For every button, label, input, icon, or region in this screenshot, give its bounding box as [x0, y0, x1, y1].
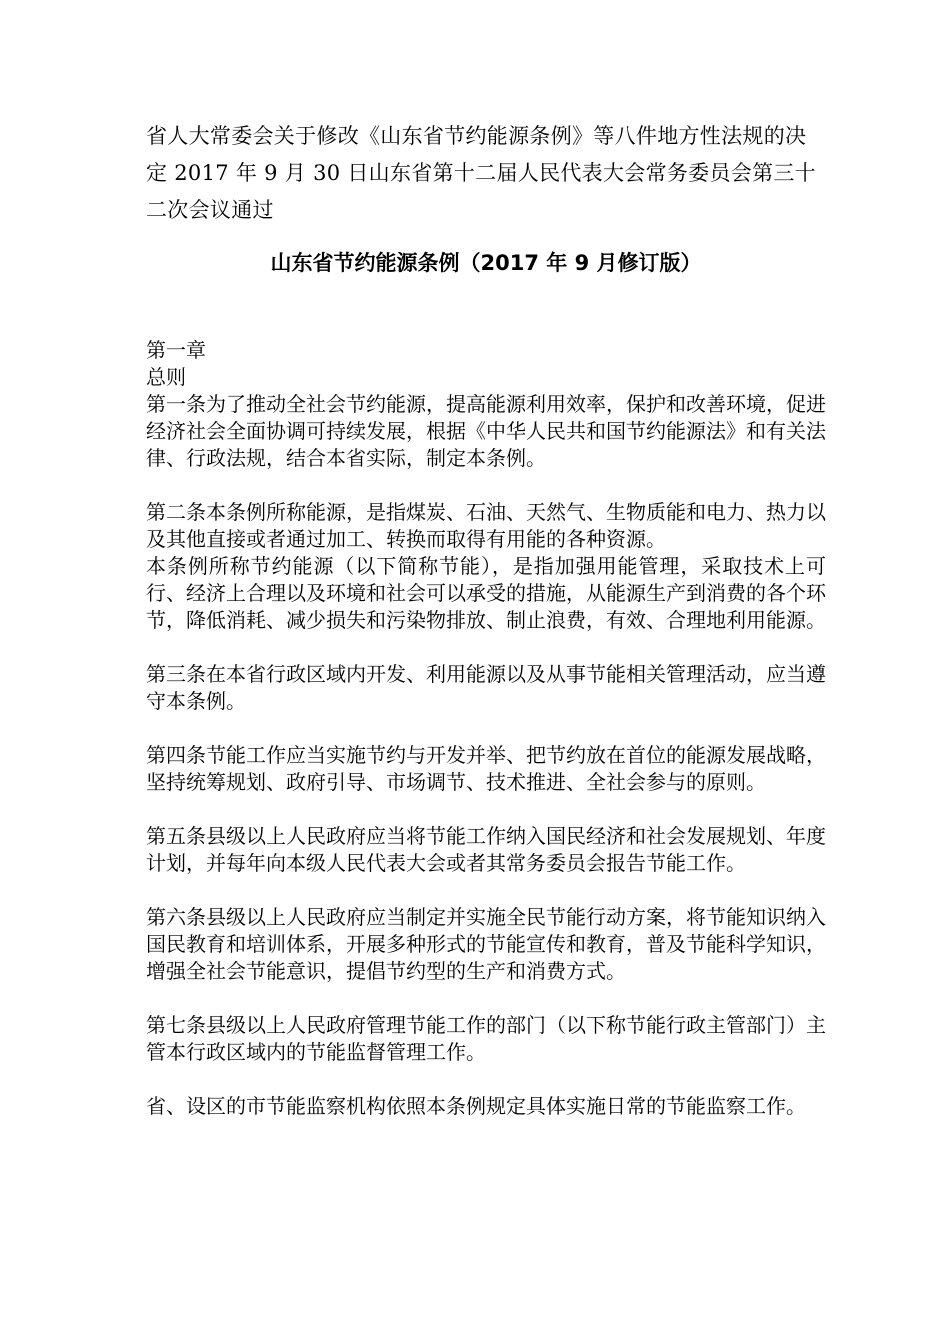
- article-2: 第二条本条例所称能源，是指煤炭、石油、天然气、生物质能和电力、热力以及其他直接或者通过加工、转换而取得有用能的各种资源。: [146, 500, 826, 551]
- article-3: 第三条在本省行政区域内开发、利用能源以及从事节能相关管理活动，应当遵守本条例。: [146, 662, 826, 713]
- paragraph-gap: [146, 796, 826, 823]
- paragraph-gap: [146, 985, 826, 1012]
- paragraph-gap: [146, 472, 826, 499]
- paragraph-gap: [146, 877, 826, 904]
- chapter-name: 总则: [146, 365, 186, 389]
- document-title: 山东省节约能源条例（2017 年 9 月修订版）: [270, 251, 702, 275]
- chapter-heading: [146, 337, 826, 391]
- paragraph-gap: [146, 634, 826, 661]
- chapter-number: 第一章: [146, 338, 206, 362]
- article-2-clause-2: 本条例所称节约能源（以下简称节能），是指加强用能管理，采取技术上可行、经济上合理以及环境和社会可以承受的措施，从能源生产到消费的各个环节，降低消耗、减少损失和污染物排放、制止浪费，有效、合理地利用能源。: [146, 554, 826, 632]
- article-6: 第六条县级以上人民政府应当制定并实施全民节能行动方案，将节能知识纳入国民教育和培训体系，开展多种形式的节能宣传和教育，普及节能科学知识，增强全社会节能意识，提倡节约型的生产和消费方式。: [146, 905, 826, 983]
- article-5: 第五条县级以上人民政府应当将节能工作纳入国民经济和社会发展规划、年度计划，并每年向本级人民代表大会或者其常务委员会报告节能工作。: [146, 824, 826, 875]
- article-4: 第四条节能工作应当实施节约与开发并举、把节约放在首位的能源发展战略，坚持统筹规划、政府引导、市场调节、技术推进、全社会参与的原则。: [146, 743, 826, 794]
- article-7: 第七条县级以上人民政府管理节能工作的部门（以下称节能行政主管部门）主管本行政区域内的节能监督管理工作。: [146, 1013, 826, 1064]
- paragraph-gap: [146, 1066, 826, 1093]
- article-7-clause-2: 省、设区的市节能监察机构依照本条例规定具体实施日常的节能监察工作。: [146, 1094, 806, 1118]
- paragraph-gap: [146, 715, 826, 742]
- document-body: [146, 118, 826, 1120]
- article-1: 第一条为了推动全社会节约能源，提高能源利用效率，保护和改善环境，促进经济社会全面协调可持续发展，根据《中华人民共和国节约能源法》和有关法律、行政法规，结合本省实际，制定本条例。: [146, 392, 826, 470]
- intro-paragraph: 省人大常委会关于修改《山东省节约能源条例》等八件地方性法规的决定 2017 年 9 月 30 日山东省第十二届人民代表大会常务委员会第三十二次会议通过: [146, 124, 816, 222]
